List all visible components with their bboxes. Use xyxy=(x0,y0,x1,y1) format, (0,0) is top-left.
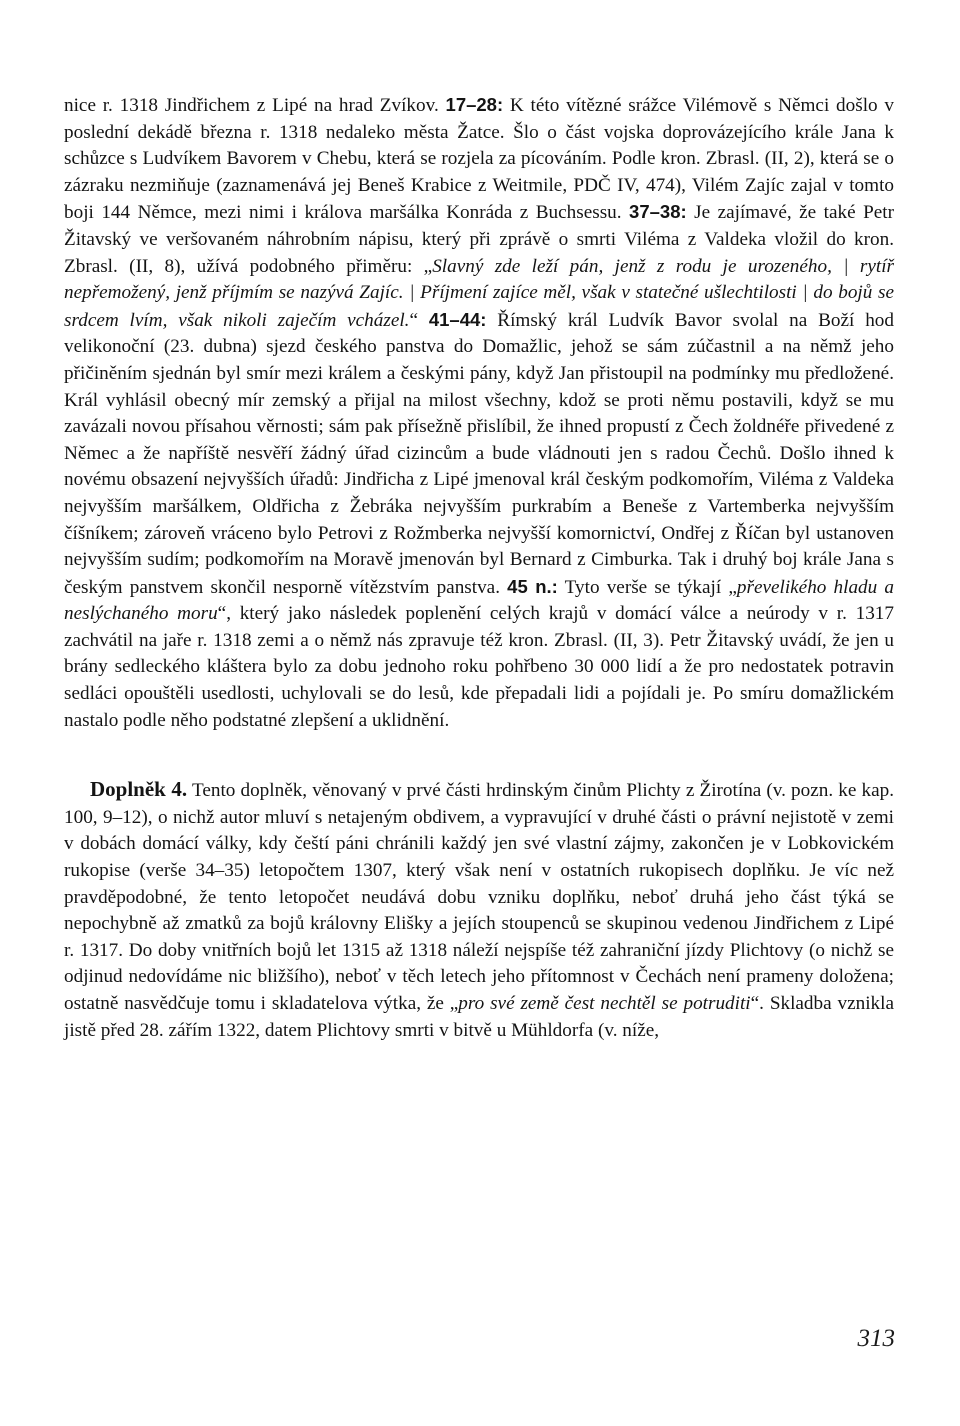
verse-reference: 45 n.: xyxy=(507,575,558,597)
page-body xyxy=(64,92,894,1044)
text-run: K této vítězné srážce Vilémově s Němci došlo v poslední dekádě března r. 1318 nedaleko města Žatce. Šlo o část vojska doprovázejícího krále Jana k schůzce s Ludvíkem Bavorem v Chebu, která se rozjela za pícováním. Podle kron. Zbrasl. (II, 2), která se o zázraku nezmiňuje (zaznamenává jej Beneš Krabice z Weitmile, PDČ IV, 474), Vilém Zajíc zajal v tomto boji 144 Němce, mezi nimi i králova maršálka Konráda z Buchsessu. xyxy=(64,95,894,224)
text-run: nice r. 1318 Jindřichem z Lipé na hrad Zvíkov. xyxy=(64,95,446,116)
text-run: “ xyxy=(409,309,429,331)
appendix-paragraph xyxy=(64,776,894,1044)
appendix-heading: Doplněk 4. xyxy=(90,777,188,802)
page-number: 313 xyxy=(857,1325,895,1352)
quoted-phrase: převelikého hladu a neslýchaného moru xyxy=(64,576,895,625)
verse-reference: 41–44: xyxy=(428,308,487,330)
commentary-paragraph xyxy=(64,92,894,734)
text-run: Tyto verše se týkají „ xyxy=(557,576,737,598)
text-run: Je zajímavé, že také Petr Žitavský ve veršovaném náhrobním nápisu, který při zprávě o smrti Viléma z Valdeka vložil do kron. Zbrasl. (II, 8), užívá podobného přiměru: „ xyxy=(64,202,894,277)
paragraph-gap xyxy=(64,734,894,776)
text-run: Tento doplněk, věnovaný v prvé části hrdinským činům Plichty z Žirotína (v. pozn. ke kap. 100, 9–12), o nichž autor mluví s netajeným obdivem, a vypravující v druhé části o právní nejistotě v zemi v dobách domácí války, kdy čeští páni chránili každý jen své vlastní zájmy, zakončen je v Lobkovickém rukopise (verše 34–35) letopočtem 1307, který však není v ostatních rukopisech doplňku. Je víc než pravděpodobné, že tento letopočet neudává dobu vzniku doplňku, neboť druhá jeho část týká se nepochybně až zmatků za bojů královny Elišky a jejích stoupenců se skupinou vedenou Jindřichem z Lipé r. 1317. Do doby vnitřních bojů let 1315 až 1318 náleží nejspíše též zahraniční jízdy Plichtovy (o nichž se odjinud nedovídáme nic bližšího), neboť v těch letech jeho přítomnost v Čechách není prameny doložena; ostatně nasvědčuje tomu i skladatelova výtka, že „ xyxy=(64,780,894,1014)
quoted-verse: Slavný zde leží pán, jenž z rodu je urozeného, | rytíř nepřemožený, jenž příjmím se nazývá Zajíc. | Příjmení zajíce měl, však v statečné ušlechtilosti | do bojů se srdcem lvím, však nikoli zaječím vcházel. xyxy=(64,255,894,331)
text-run: “, který jako následek poplenění celých krajů v domácí válce a neúrody v r. 1317 zachvátil na jaře r. 1318 zemi a o němž nás zpravuje též kron. Zbrasl. (II, 3). Petr Žitavský uvádí, že jen u brány sedleckého kláštera bylo za dobu jednoho roku pohřbeno 30 000 lidí a že pro nedostatek potravin sedláci opouštěli usedlosti, uchylovali se do lesů, kde přepadali lidi a pojídali je. Po smíru domažlickém nastalo podle něho podstatné zlepšení a uklidnění. xyxy=(64,603,894,731)
verse-reference: 37–38: xyxy=(629,201,687,223)
text-run: “. Skladba vznikla jistě před 28. zářím 1322, datem Plichtovy smrti v bitvě u Mühldorfa (v. níže, xyxy=(64,993,894,1041)
text-run: Římský král Ludvík Bavor svolal na Boží hod velikonoční (23. dubna) sjezd českého panstva do Domažlic, jehož se sám zúčastnil a na němž jeho přičiněním sjednán byl smír mezi králem a českými pány, když Jan přistoupil na podmínky mu předložené. Král vyhlásil obecný mír zemský a přijal na milost všechny, kdož se proti němu postavili, když se mu zavázali novou přísahou věrnosti; sám pak přísežně přislíbil, že ihned propustí z Čech žoldnéře přivedené z Němec a že napříště nesvěří žádný úřad cizincům a bude vládnouti jen s radou Čechů. Došlo ihned k novému obsazení nejvyšších úřadů: Jindřicha z Lipé jmenoval král českým podkomořím, Viléma z Valdeka nejvyšším maršálkem, Oldřicha z Žebráka nejvyšším purkrabím a Beneše z Vartemberka nejvyšším číšníkem; zároveň vráceno bylo Petrovi z Rožmberka nejvyšší komornictví, Ondřej z Říčan byl ustanoven nejvyšším sudím; podkomořím na Moravě jmenován byl Bernard z Cimburka. Tak i druhý boj krále Jana s českým panstvem skončil nesporně vítězstvím panstva. xyxy=(64,309,894,598)
verse-reference: 17–28: xyxy=(445,94,504,115)
quoted-phrase: pro své země čest nechtěl se potruditi xyxy=(458,993,751,1014)
